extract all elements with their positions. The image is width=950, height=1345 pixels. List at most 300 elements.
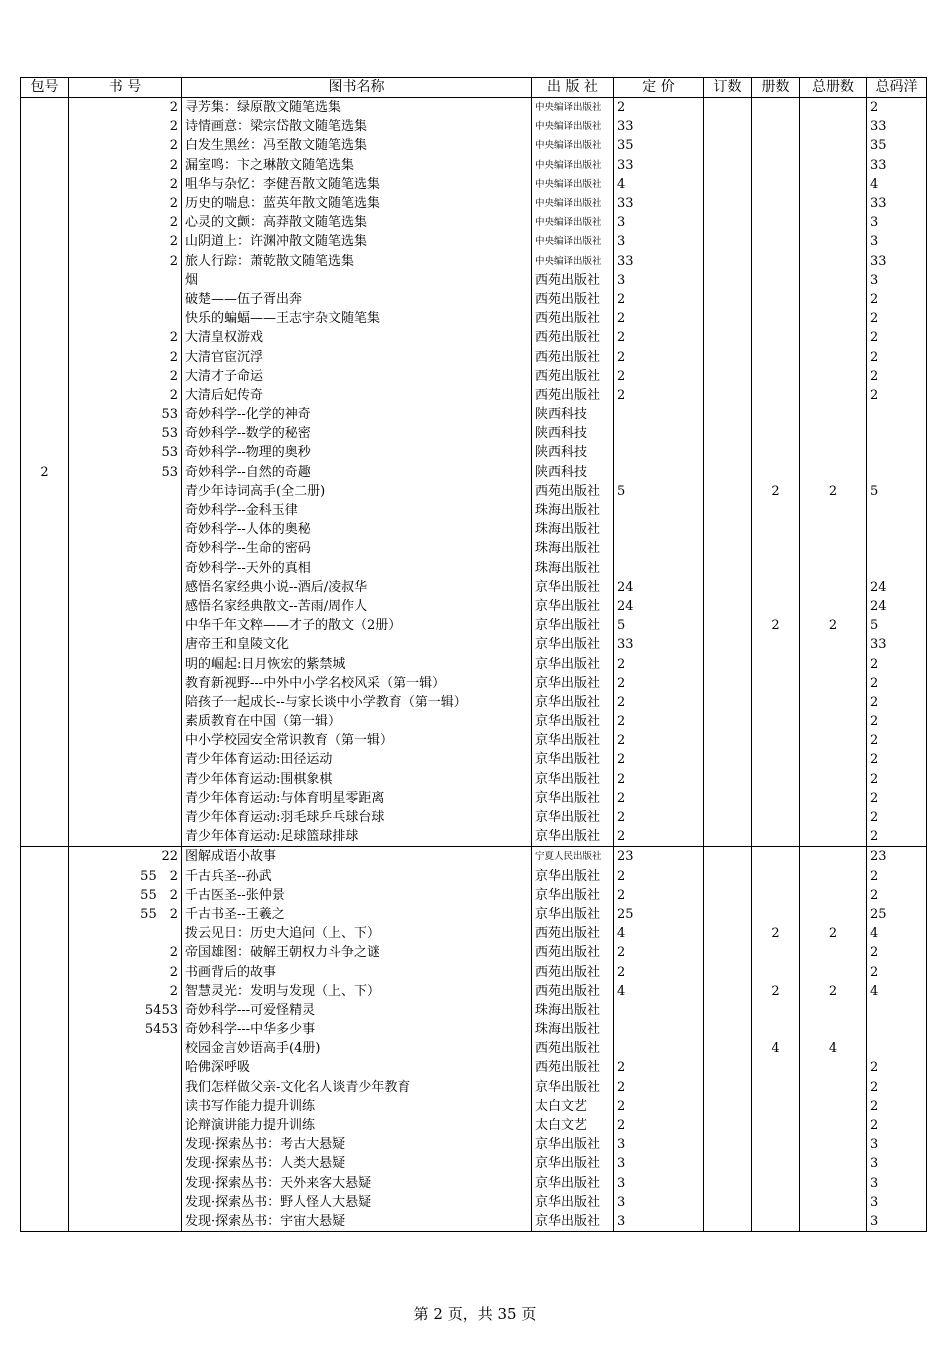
order-qty-cell <box>704 674 752 693</box>
price-cell: 2 <box>614 347 704 366</box>
title-cell: 中小学校园安全常识教育（第一辑） <box>182 731 532 750</box>
title-cell: 千古兵圣--孙武 <box>182 867 532 886</box>
volumes-cell <box>752 731 800 750</box>
title-cell: 山阴道上：许渊冲散文随笔选集 <box>182 232 532 251</box>
volumes-cell <box>752 271 800 290</box>
title-cell: 大清才子命运 <box>182 367 532 386</box>
order-qty-cell <box>704 1116 752 1135</box>
price-cell: 4 <box>614 924 704 943</box>
book-code-cell <box>69 1174 182 1193</box>
header-total-value: 总码洋 <box>867 78 927 98</box>
price-cell <box>614 1020 704 1039</box>
total-volumes-cell <box>800 1154 867 1173</box>
price-cell: 3 <box>614 1193 704 1212</box>
volumes-cell <box>752 559 800 578</box>
book-code-cell: 2 <box>69 175 182 194</box>
price-cell: 2 <box>614 731 704 750</box>
order-qty-cell <box>704 712 752 731</box>
publisher-cell: 京华出版社 <box>532 789 614 808</box>
publisher-cell: 珠海出版社 <box>532 1020 614 1039</box>
table-row <box>21 213 927 232</box>
title-cell: 大清后妃传奇 <box>182 386 532 405</box>
table-row <box>21 1039 927 1058</box>
total-value-cell: 2 <box>867 943 927 962</box>
total-volumes-cell <box>800 501 867 520</box>
volumes-cell: 4 <box>752 1039 800 1058</box>
order-qty-cell <box>704 1193 752 1212</box>
publisher-cell: 西苑出版社 <box>532 386 614 405</box>
volumes-cell <box>752 578 800 597</box>
volumes-cell <box>752 213 800 232</box>
publisher-cell: 京华出版社 <box>532 616 614 635</box>
total-value-cell: 2 <box>867 770 927 789</box>
volumes-cell <box>752 156 800 175</box>
total-volumes-cell <box>800 1116 867 1135</box>
total-volumes-cell <box>800 943 867 962</box>
total-value-cell: 3 <box>867 232 927 251</box>
volumes-cell <box>752 232 800 251</box>
order-qty-cell <box>704 750 752 769</box>
publisher-cell: 京华出版社 <box>532 693 614 712</box>
title-cell: 我们怎样做父亲-文化名人谈青少年教育 <box>182 1078 532 1097</box>
price-cell: 2 <box>614 750 704 769</box>
order-qty-cell <box>704 693 752 712</box>
total-volumes-cell <box>800 156 867 175</box>
table-row <box>21 1020 927 1039</box>
price-cell <box>614 559 704 578</box>
total-volumes-cell: 2 <box>800 982 867 1001</box>
total-volumes-cell <box>800 712 867 731</box>
book-code-cell <box>69 1058 182 1077</box>
title-cell: 明的崛起:日月恢宏的紫禁城 <box>182 654 532 673</box>
book-code-cell <box>69 1097 182 1116</box>
price-cell: 3 <box>614 1154 704 1173</box>
total-volumes-cell <box>800 654 867 673</box>
order-qty-cell <box>704 117 752 136</box>
total-value-cell: 35 <box>867 136 927 155</box>
volumes-cell <box>752 252 800 271</box>
total-volumes-cell <box>800 674 867 693</box>
book-code-cell: 22 <box>69 847 182 867</box>
price-cell: 3 <box>614 271 704 290</box>
publisher-cell: 陕西科技 <box>532 463 614 482</box>
book-code-cell: 5453 <box>69 1020 182 1039</box>
volumes-cell <box>752 712 800 731</box>
price-cell: 2 <box>614 654 704 673</box>
volumes-cell <box>752 309 800 328</box>
volumes-cell <box>752 1212 800 1232</box>
title-cell: 千古医圣--张仲景 <box>182 886 532 905</box>
publisher-cell: 西苑出版社 <box>532 309 614 328</box>
table-row <box>21 789 927 808</box>
total-value-cell: 5 <box>867 482 927 501</box>
total-value-cell: 5 <box>867 616 927 635</box>
price-cell: 35 <box>614 136 704 155</box>
title-cell: 论辩演讲能力提升训练 <box>182 1116 532 1135</box>
book-code-cell: 2 <box>69 252 182 271</box>
order-qty-cell <box>704 905 752 924</box>
title-cell: 奇妙科学--自然的奇趣 <box>182 463 532 482</box>
volumes-cell <box>752 405 800 424</box>
book-code-cell: 2 <box>69 386 182 405</box>
volumes-cell <box>752 1020 800 1039</box>
total-value-cell: 3 <box>867 1193 927 1212</box>
table-row <box>21 1193 927 1212</box>
publisher-cell: 京华出版社 <box>532 712 614 731</box>
header-volumes: 册数 <box>752 78 800 98</box>
package-cell <box>21 847 69 1232</box>
total-value-cell: 33 <box>867 635 927 654</box>
publisher-cell: 中央编译出版社 <box>532 252 614 271</box>
book-code-cell <box>69 731 182 750</box>
book-code-cell <box>69 559 182 578</box>
price-cell: 4 <box>614 175 704 194</box>
publisher-cell: 京华出版社 <box>532 1078 614 1097</box>
price-cell <box>614 443 704 462</box>
publisher-cell: 珠海出版社 <box>532 539 614 558</box>
price-cell: 5 <box>614 482 704 501</box>
volumes-cell <box>752 347 800 366</box>
publisher-cell: 西苑出版社 <box>532 1039 614 1058</box>
total-value-cell: 33 <box>867 117 927 136</box>
book-code-cell <box>69 674 182 693</box>
volumes-cell <box>752 194 800 213</box>
volumes-cell <box>752 750 800 769</box>
price-cell: 2 <box>614 328 704 347</box>
table-row <box>21 750 927 769</box>
table-row <box>21 886 927 905</box>
title-cell: 青少年体育运动:田径运动 <box>182 750 532 769</box>
total-volumes-cell <box>800 463 867 482</box>
table-row <box>21 520 927 539</box>
publisher-cell: 京华出版社 <box>532 1193 614 1212</box>
order-qty-cell <box>704 616 752 635</box>
title-cell: 漏室鸣：卞之琳散文随笔选集 <box>182 156 532 175</box>
volumes-cell <box>752 443 800 462</box>
order-qty-cell <box>704 424 752 443</box>
title-cell: 发现·探索丛书：考古大悬疑 <box>182 1135 532 1154</box>
volumes-cell <box>752 789 800 808</box>
price-cell: 33 <box>614 194 704 213</box>
title-cell: 青少年体育运动:羽毛球乒乓球台球 <box>182 808 532 827</box>
publisher-cell: 珠海出版社 <box>532 501 614 520</box>
total-value-cell: 2 <box>867 962 927 981</box>
volumes-cell <box>752 1174 800 1193</box>
title-cell: 奇妙科学--物理的奥秒 <box>182 443 532 462</box>
publisher-cell: 京华出版社 <box>532 1135 614 1154</box>
price-cell: 24 <box>614 597 704 616</box>
price-cell: 3 <box>614 1212 704 1232</box>
order-qty-cell <box>704 635 752 654</box>
order-qty-cell <box>704 943 752 962</box>
volumes-cell <box>752 1193 800 1212</box>
table-row <box>21 309 927 328</box>
book-code-cell <box>69 1078 182 1097</box>
publisher-cell: 京华出版社 <box>532 1174 614 1193</box>
book-code-cell <box>69 1212 182 1232</box>
table-row <box>21 98 927 118</box>
table-row <box>21 482 927 501</box>
publisher-cell: 陕西科技 <box>532 424 614 443</box>
volumes-cell <box>752 424 800 443</box>
table-row <box>21 924 927 943</box>
price-cell: 2 <box>614 943 704 962</box>
book-code-cell: 2 <box>69 943 182 962</box>
table-row <box>21 559 927 578</box>
price-cell: 2 <box>614 386 704 405</box>
volumes-cell <box>752 117 800 136</box>
order-qty-cell <box>704 482 752 501</box>
price-cell: 2 <box>614 1116 704 1135</box>
book-code-cell <box>69 827 182 847</box>
total-volumes-cell <box>800 770 867 789</box>
header-order-qty: 订数 <box>704 78 752 98</box>
publisher-cell: 中央编译出版社 <box>532 232 614 251</box>
order-qty-cell <box>704 1154 752 1173</box>
book-code-cell <box>69 501 182 520</box>
publisher-cell: 西苑出版社 <box>532 924 614 943</box>
publisher-cell: 太白文艺 <box>532 1097 614 1116</box>
title-cell: 奇妙科学---中华多少事 <box>182 1020 532 1039</box>
volumes-cell <box>752 501 800 520</box>
volumes-cell <box>752 520 800 539</box>
book-code-cell: 53 <box>69 405 182 424</box>
table-row <box>21 943 927 962</box>
price-cell <box>614 424 704 443</box>
order-qty-cell <box>704 1078 752 1097</box>
publisher-cell: 京华出版社 <box>532 1212 614 1232</box>
title-cell: 历史的喘息：蓝英年散文随笔选集 <box>182 194 532 213</box>
volumes-cell <box>752 597 800 616</box>
order-qty-cell <box>704 962 752 981</box>
table-row <box>21 424 927 443</box>
volumes-cell <box>752 886 800 905</box>
total-value-cell: 33 <box>867 194 927 213</box>
title-cell: 发现·探索丛书：人类大悬疑 <box>182 1154 532 1173</box>
price-cell <box>614 539 704 558</box>
table-row <box>21 194 927 213</box>
title-cell: 教育新视野---中外中小学名校风采（第一辑） <box>182 674 532 693</box>
price-cell: 2 <box>614 98 704 118</box>
total-value-cell: 2 <box>867 386 927 405</box>
total-value-cell: 33 <box>867 252 927 271</box>
title-cell: 快乐的蝙蝠——王志宇杂文随笔集 <box>182 309 532 328</box>
volumes-cell <box>752 1154 800 1173</box>
title-cell: 书画背后的故事 <box>182 962 532 981</box>
book-code-cell: 2 <box>69 117 182 136</box>
total-volumes-cell <box>800 175 867 194</box>
price-cell <box>614 463 704 482</box>
volumes-cell <box>752 290 800 309</box>
book-code-cell: 2 <box>69 136 182 155</box>
table-row <box>21 867 927 886</box>
total-value-cell: 3 <box>867 213 927 232</box>
total-value-cell <box>867 1039 927 1058</box>
book-order-table <box>20 77 927 1232</box>
table-row <box>21 347 927 366</box>
order-qty-cell <box>704 443 752 462</box>
total-value-cell: 2 <box>867 867 927 886</box>
table-row <box>21 962 927 981</box>
order-qty-cell <box>704 847 752 867</box>
book-code-cell <box>69 1039 182 1058</box>
volumes-cell: 2 <box>752 982 800 1001</box>
book-code-cell <box>69 654 182 673</box>
book-code-cell: 2 <box>69 347 182 366</box>
title-cell: 图解成语小故事 <box>182 847 532 867</box>
order-qty-cell <box>704 1135 752 1154</box>
total-value-cell: 23 <box>867 847 927 867</box>
total-volumes-cell <box>800 1097 867 1116</box>
publisher-cell: 珠海出版社 <box>532 520 614 539</box>
table-row <box>21 905 927 924</box>
total-volumes-cell <box>800 213 867 232</box>
publisher-cell: 西苑出版社 <box>532 982 614 1001</box>
book-code-cell <box>69 520 182 539</box>
order-qty-cell <box>704 194 752 213</box>
total-volumes-cell <box>800 136 867 155</box>
publisher-cell: 西苑出版社 <box>532 482 614 501</box>
publisher-cell: 西苑出版社 <box>532 1058 614 1077</box>
order-qty-cell <box>704 213 752 232</box>
total-volumes-cell <box>800 559 867 578</box>
publisher-cell: 陕西科技 <box>532 405 614 424</box>
volumes-cell <box>752 847 800 867</box>
table-row <box>21 463 927 482</box>
order-qty-cell <box>704 1039 752 1058</box>
page-footer: 第 2 页，共 35 页 <box>413 1305 537 1323</box>
order-qty-cell <box>704 789 752 808</box>
total-volumes-cell <box>800 424 867 443</box>
total-value-cell: 2 <box>867 309 927 328</box>
header-book-code: 书 号 <box>69 78 182 98</box>
table-row <box>21 635 927 654</box>
order-qty-cell <box>704 367 752 386</box>
volumes-cell <box>752 905 800 924</box>
order-qty-cell <box>704 1001 752 1020</box>
volumes-cell <box>752 98 800 118</box>
table-row <box>21 770 927 789</box>
title-cell: 寻芳集：绿原散文随笔选集 <box>182 98 532 118</box>
total-volumes-cell <box>800 597 867 616</box>
order-qty-cell <box>704 347 752 366</box>
total-value-cell: 2 <box>867 1058 927 1077</box>
total-value-cell: 2 <box>867 750 927 769</box>
volumes-cell <box>752 1116 800 1135</box>
order-qty-cell <box>704 386 752 405</box>
order-qty-cell <box>704 136 752 155</box>
title-cell: 陪孩子一起成长--与家长谈中小学教育（第一辑） <box>182 693 532 712</box>
total-value-cell: 2 <box>867 1078 927 1097</box>
price-cell: 24 <box>614 578 704 597</box>
table-row <box>21 117 927 136</box>
publisher-cell: 西苑出版社 <box>532 962 614 981</box>
volumes-cell <box>752 136 800 155</box>
volumes-cell <box>752 693 800 712</box>
publisher-cell: 宁夏人民出版社 <box>532 847 614 867</box>
order-qty-cell <box>704 232 752 251</box>
order-qty-cell <box>704 1212 752 1232</box>
header-price: 定 价 <box>614 78 704 98</box>
header-package: 包号 <box>21 78 69 98</box>
price-cell: 2 <box>614 1078 704 1097</box>
total-value-cell: 2 <box>867 367 927 386</box>
book-code-cell <box>69 539 182 558</box>
volumes-cell <box>752 867 800 886</box>
title-cell: 发现·探索丛书：宇宙大悬疑 <box>182 1212 532 1232</box>
total-volumes-cell <box>800 962 867 981</box>
price-cell: 33 <box>614 117 704 136</box>
table-row <box>21 405 927 424</box>
publisher-cell: 京华出版社 <box>532 886 614 905</box>
volumes-cell <box>752 463 800 482</box>
order-qty-cell <box>704 1174 752 1193</box>
order-qty-cell <box>704 597 752 616</box>
order-qty-cell <box>704 559 752 578</box>
price-cell: 23 <box>614 847 704 867</box>
volumes-cell <box>752 962 800 981</box>
title-cell: 大清皇权游戏 <box>182 328 532 347</box>
table-row <box>21 693 927 712</box>
publisher-cell: 京华出版社 <box>532 654 614 673</box>
book-code-cell <box>69 924 182 943</box>
volumes-cell <box>752 1058 800 1077</box>
total-volumes-cell: 2 <box>800 924 867 943</box>
volumes-cell <box>752 175 800 194</box>
total-volumes-cell <box>800 347 867 366</box>
price-cell: 25 <box>614 905 704 924</box>
table-row <box>21 175 927 194</box>
book-code-cell: 5453 <box>69 1001 182 1020</box>
total-volumes-cell <box>800 886 867 905</box>
publisher-cell: 太白文艺 <box>532 1116 614 1135</box>
volumes-cell <box>752 386 800 405</box>
total-volumes-cell <box>800 252 867 271</box>
publisher-cell: 京华出版社 <box>532 905 614 924</box>
book-code-cell: 2 <box>69 232 182 251</box>
price-cell: 2 <box>614 886 704 905</box>
publisher-cell: 中央编译出版社 <box>532 194 614 213</box>
table-row <box>21 1001 927 1020</box>
book-code-cell <box>69 482 182 501</box>
total-volumes-cell <box>800 635 867 654</box>
total-volumes-cell: 4 <box>800 1039 867 1058</box>
book-code-cell <box>69 578 182 597</box>
table-row <box>21 367 927 386</box>
total-value-cell <box>867 463 927 482</box>
total-value-cell: 2 <box>867 789 927 808</box>
price-cell: 2 <box>614 962 704 981</box>
total-volumes-cell <box>800 1020 867 1039</box>
total-volumes-cell <box>800 271 867 290</box>
publisher-cell: 京华出版社 <box>532 674 614 693</box>
price-cell <box>614 405 704 424</box>
publisher-cell: 珠海出版社 <box>532 1001 614 1020</box>
title-cell: 读书写作能力提升训练 <box>182 1097 532 1116</box>
order-qty-cell <box>704 982 752 1001</box>
table-body <box>21 98 927 1232</box>
book-code-cell: 55 2 <box>69 905 182 924</box>
total-volumes-cell <box>800 750 867 769</box>
total-value-cell: 2 <box>867 328 927 347</box>
table-row <box>21 982 927 1001</box>
total-value-cell: 2 <box>867 347 927 366</box>
book-code-cell <box>69 597 182 616</box>
total-volumes-cell <box>800 1193 867 1212</box>
book-code-cell <box>69 1154 182 1173</box>
volumes-cell <box>752 827 800 847</box>
title-cell: 感悟名家经典散文--苦雨/周作人 <box>182 597 532 616</box>
